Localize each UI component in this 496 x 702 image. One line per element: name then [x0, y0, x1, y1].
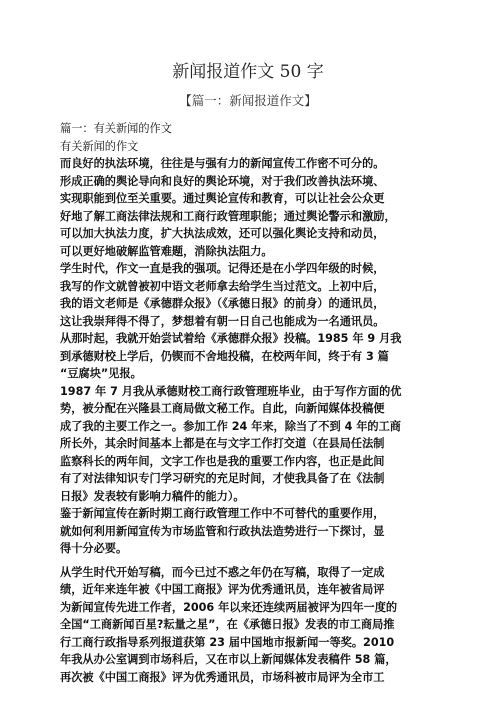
text-line: 我写的作文就曾被初中语文老师拿去给学生当过范文。上初中后，	[60, 279, 385, 293]
text-line: 成了我的主要工作之一。参加工作 24 年来，除当了不到 4 年的工商	[60, 419, 401, 433]
text-line: 从学生时代开始写稿，而今已过不惑之年仍在写稿，取得了一定成	[60, 565, 385, 579]
text-line: 形成正确的舆论导向和良好的舆论环境，对于我们改善执法环境、	[60, 174, 385, 188]
text-line: 实现职能到位至关重要。通过舆论宣传和教育，可以让社会公众更	[60, 192, 385, 205]
text-line: 从那时起，我就开始尝试着给《承德群众报》投稿。1985 年 9 月我	[60, 332, 402, 345]
text-line: 得十分必要。	[60, 542, 128, 555]
text-line: 我的语文老师是《承德群众报》（《承德日报》的前身）的通讯员，	[60, 297, 385, 310]
text-line: 这让我崇拜得不得了，梦想着有朝一日自己也能成为一名通讯员。	[60, 314, 385, 328]
text-line: 全国“工商新闻百星?耘量之星”，在《承德日报》发表的市工商局推	[60, 618, 395, 631]
text-line: 篇一：有关新闻的作文	[60, 122, 172, 135]
text-line: 为新闻宣传先进工作者，2006 年以来还连续两届被评为四年一度的	[60, 600, 398, 614]
document-title: 新闻报道作文 50 字	[172, 62, 324, 82]
text-line: 就如何利用新闻宣传为市场监管和行政执法造势进行一下探讨，显	[60, 524, 385, 538]
text-line: 绩，近年来连年被《中国工商报》评为优秀通讯员，连年被省局评	[60, 583, 385, 596]
text-line: 可以更好地破解监管难题，消除执法阻力。	[60, 244, 273, 258]
text-line: 监察科长的两年间，文字工作也是我的重要工作内容，也正是此间	[60, 454, 385, 468]
text-line: 有关新闻的作文	[60, 139, 139, 153]
text-line: 可以加大执法力度，扩大执法成效，还可以强化舆论支持和动员，	[60, 227, 385, 240]
text-line: 年我从办公室调到市场科后，又在市以上新闻媒体发表稿件 58 篇，	[60, 653, 397, 666]
text-line: 有了对法律知识专门学习研究的充足时间，才使我具备了在《法制	[60, 472, 385, 485]
text-line: 鉴于新闻宣传在新时期工商行政管理工作中不可替代的重要作用，	[60, 507, 385, 520]
text-line: 势，被分配在兴隆县工商局做文秘工作。自此，向新闻媒体投稿便	[60, 402, 385, 415]
text-line: 而良好的执法环境，往往是与强有力的新闻宣传工作密不可分的。	[60, 157, 385, 170]
article-body	[60, 120, 440, 686]
section-heading: 【篇一：新闻报道作文】	[179, 93, 317, 108]
text-line: 行工商行政指导系列报道获第 23 届中国地市报新闻一等奖。2010	[60, 635, 395, 649]
text-line: 1987 年 7 月我从承德财校工商行政管理班毕业，由于写作方面的优	[60, 384, 402, 398]
text-line: “豆腐块”见报。	[60, 367, 142, 380]
text-line: 所长外，其余时间基本上都是在与文字工作打交道（在县局任法制	[60, 437, 385, 450]
text-line: 再次被《中国工商报》评为优秀通讯员，市场科被市局评为全市工	[60, 670, 385, 684]
text-line: 学生时代，作文一直是我的强项。记得还是在小学四年级的时候，	[60, 262, 385, 275]
text-line: 到承德财校上学后，仍锲而不舍地投稿，在校两年间，终于有 3 篇	[60, 349, 389, 363]
text-line: 日报》发表较有影响力稿件的能力）。	[60, 489, 245, 503]
text-line: 好地了解工商法律法规和工商行政管理职能；通过舆论警示和激励，	[60, 209, 396, 223]
